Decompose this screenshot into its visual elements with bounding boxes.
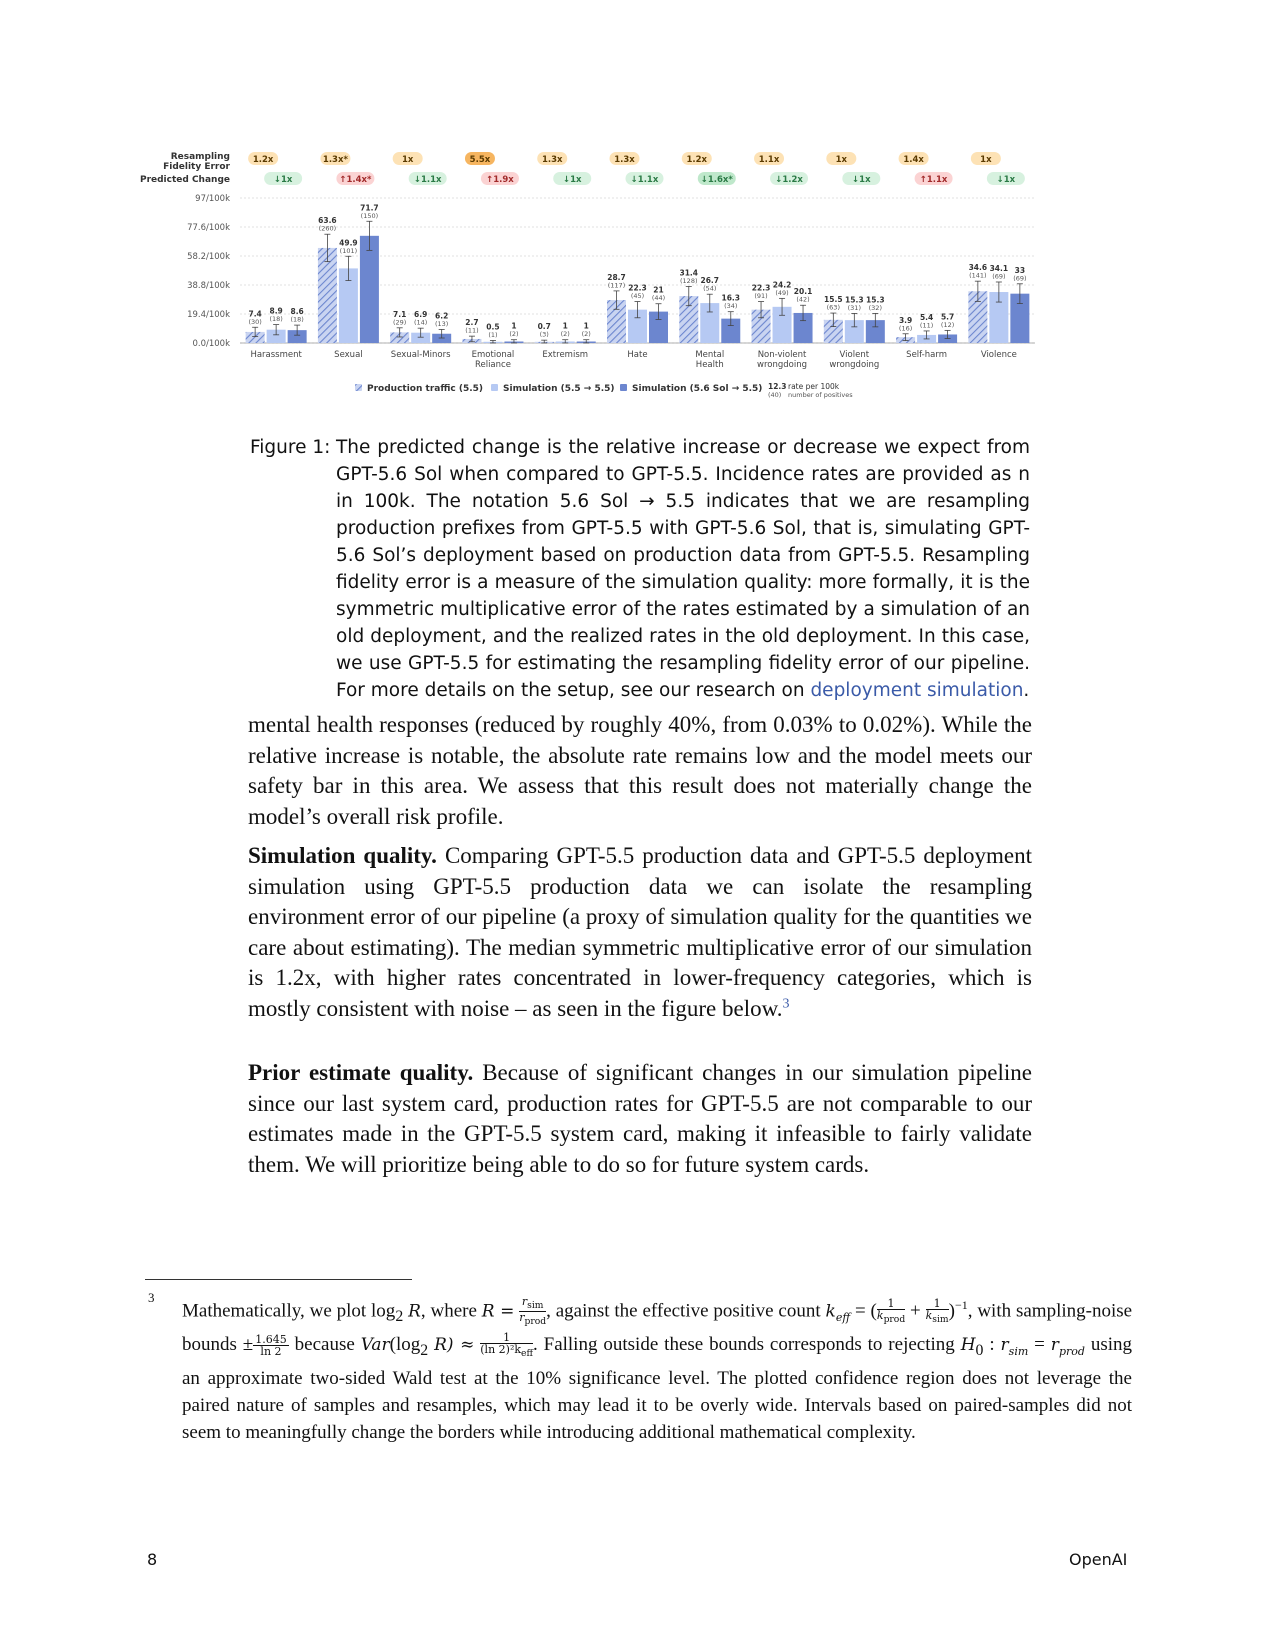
y-tick-label: 19.4/100k — [187, 310, 230, 320]
fn-eq-b-sub: prod — [1058, 1344, 1085, 1358]
count-label: (3) — [539, 330, 549, 339]
change-value: ↓1.1x — [630, 175, 659, 185]
count-label: (42) — [796, 295, 810, 304]
data-label: 20.1 — [793, 287, 813, 297]
count-label: (91) — [754, 292, 768, 301]
fn-eq-b: r — [1050, 1335, 1059, 1356]
y-tick-label: 38.8/100k — [187, 281, 230, 291]
deployment-simulation-link[interactable]: deployment simulation — [810, 680, 1024, 701]
change-value: ↓1x — [273, 175, 293, 185]
category-label: wrongdoing — [829, 360, 880, 370]
fn-inv: ) — [948, 1300, 955, 1322]
count-label: (101) — [339, 246, 358, 255]
count-label: (30) — [248, 317, 262, 326]
fn-ksim: k — [925, 1309, 933, 1323]
paragraph-simulation-quality — [248, 841, 1032, 1024]
change-value: ↓1.2x — [775, 175, 803, 185]
fn-eq-a-sub: sim — [1008, 1344, 1029, 1358]
paragraph-text: mental health responses (reduced by roughly 40%, from 0.03% to 0.02%). While the relative increase is notable, the absolute rate remains low and the model meets our safety bar in this area. We assess that this result does not materially change the model’s overall risk profile. — [248, 712, 1032, 829]
fn-h0-colon: : — [989, 1334, 995, 1356]
count-label: (2) — [509, 330, 519, 339]
incidence-rate-bar-chart — [140, 140, 1140, 402]
legend-key-count: (40) — [768, 391, 782, 399]
fn-h0: H — [960, 1335, 976, 1356]
page-number: 8 — [147, 1550, 158, 1569]
category-label: Self-harm — [906, 350, 947, 360]
fn-one: 1 — [877, 1298, 905, 1310]
fn-plus: + — [910, 1300, 921, 1322]
fn-bden: ln 2 — [260, 1345, 282, 1359]
change-value: ↑1.9x — [486, 175, 514, 185]
legend-swatch — [355, 384, 362, 391]
data-label: 15.5 — [824, 295, 843, 305]
category-label: Health — [695, 360, 724, 370]
count-label: (49) — [775, 288, 789, 297]
footnote-divider — [145, 1279, 412, 1280]
data-label: 5.7 — [940, 312, 955, 322]
paragraph-heading: Simulation quality. — [248, 843, 437, 868]
fn-frac-ksim — [926, 1298, 949, 1325]
legend-label: Production traffic (5.5) — [367, 384, 484, 394]
fn-t1: Mathematically, we plot log — [182, 1300, 396, 1322]
y-tick-label: 0.0/100k — [192, 339, 230, 349]
count-label: (54) — [703, 284, 717, 293]
fn-keff-eq: = ( — [854, 1300, 877, 1322]
data-label: 22.3 — [751, 283, 771, 293]
data-label: 34.6 — [968, 263, 988, 273]
fn-rprod: r — [519, 1311, 525, 1325]
category-label: Sexual-Minors — [390, 350, 451, 360]
fn-ksim-sub: sim — [932, 1314, 949, 1326]
fidelity-value: 1x — [401, 155, 414, 165]
legend-swatch — [491, 384, 498, 391]
data-label: 5.4 — [919, 312, 934, 322]
caption-body: The predicted change is the relative increase or decrease we expect from GPT-5.6 Sol when compared to GPT-5.5. Incidence rates are provided as n in 100k. The notation 5.6 Sol → 5.5 indicates that we are resampling production prefixes from GPT-5.5 with GPT-5.6 Sol, that is, simulating GPT-5.6 Sol’s deployment based on production data from GPT-5.5. Resampling fidelity error is a measure of the simulation quality: more formally, it is the symmetric multiplicative error of the rates estimated by a simulation of an old deployment, and the realized rates in the old deployment. In this case, we use GPT-5.5 for estimating the resampling fidelity error of our pipeline. For more details on the setup, see our research on — [336, 437, 1030, 701]
data-label: 33 — [1014, 265, 1026, 275]
count-label: (16) — [898, 324, 913, 333]
legend-key-value-desc: rate per 100k — [788, 382, 840, 391]
count-label: (32) — [868, 303, 882, 312]
paragraph-mental-health — [248, 710, 1032, 832]
data-label: 34.1 — [989, 263, 1009, 273]
data-label: 21 — [653, 285, 664, 295]
fidelity-value: 1.3x — [614, 155, 635, 165]
data-label: 6.2 — [435, 311, 449, 321]
count-label: (18) — [290, 315, 304, 324]
data-label: 15.3 — [866, 295, 885, 305]
fn-one-2: 1 — [926, 1298, 949, 1310]
count-label: (1) — [488, 330, 498, 339]
data-label: 24.2 — [772, 280, 792, 290]
fn-t4: , — [967, 1300, 973, 1322]
data-label: 26.7 — [700, 276, 720, 286]
change-value: ↓1x — [996, 175, 1016, 185]
count-label: (2) — [581, 330, 591, 339]
count-label: (150) — [360, 211, 379, 220]
count-label: (69) — [992, 272, 1006, 281]
y-tick-label: 97/100k — [195, 194, 230, 204]
paragraph-prior-estimate — [248, 1058, 1032, 1180]
legend-label: Simulation (5.6 Sol → 5.5) — [632, 384, 763, 394]
data-label: 6.9 — [414, 310, 428, 320]
fidelity-value: 1x — [980, 155, 992, 165]
count-label: (2) — [560, 330, 570, 339]
legend-swatch — [620, 384, 627, 391]
fn-inv-sup: −1 — [954, 1298, 968, 1312]
category-label: Hate — [627, 350, 648, 360]
category-label: Emotional — [471, 350, 515, 360]
fn-rprod-sub: prod — [524, 1316, 547, 1328]
category-label: Reliance — [474, 360, 511, 370]
fn-t6: because — [294, 1334, 355, 1356]
category-label: Mental — [695, 350, 725, 360]
fn-rsim-sub: sim — [527, 1300, 544, 1312]
fn-t7: . Falling outside these bounds corresponds to rejecting — [532, 1334, 955, 1356]
count-label: (69) — [1013, 274, 1027, 283]
legend-label: Simulation (5.5 → 5.5) — [503, 384, 615, 394]
fn-t1-sub: 2 — [395, 1308, 404, 1326]
fidelity-row-label-2: Fidelity Error — [163, 162, 230, 172]
count-label: (63) — [826, 303, 840, 312]
count-label: (11) — [465, 326, 479, 335]
data-label: 49.9 — [339, 238, 358, 248]
data-label: 8.6 — [290, 307, 304, 317]
fn-vnum: 1 — [480, 1332, 533, 1344]
bar — [318, 248, 337, 343]
category-label: Violence — [980, 350, 1017, 360]
fn-var: Var — [360, 1335, 390, 1356]
data-label: 7.4 — [248, 309, 262, 319]
category-label: Sexual — [334, 350, 363, 360]
count-label: (31) — [847, 303, 861, 312]
data-label: 0.5 — [486, 322, 500, 332]
fn-h0-sub: 0 — [975, 1341, 984, 1359]
count-label: (12) — [940, 320, 955, 329]
fidelity-row-label-1: Resampling — [170, 152, 230, 162]
footer-brand: OpenAI — [1069, 1550, 1128, 1569]
data-label: 2.7 — [465, 318, 479, 328]
fidelity-value: 1x — [835, 155, 848, 165]
y-tick-label: 58.2/100k — [187, 252, 230, 262]
paragraph-text: Because of significant changes in our simulation pipeline since our last system card, production rates for GPT-5.5 are not comparable to our estimates made in the GPT-5.5 system card, making it infeasible to fairly validate them. We will prioritize being able to do so for future system cards. — [248, 1060, 1032, 1177]
fidelity-value: 5.5x — [469, 155, 491, 165]
data-label: 15.3 — [845, 295, 864, 305]
figure-caption — [250, 434, 1030, 704]
data-label: 16.3 — [721, 293, 741, 303]
count-label: (13) — [435, 319, 449, 328]
count-label: (29) — [393, 318, 407, 327]
fn-t2: , where — [420, 1300, 477, 1322]
paragraph-text: Comparing GPT-5.5 production data and GPT-5.5 deployment simulation using GPT-5.5 production data we can isolate the resampling environment error of our pipeline (a proxy of simulation quality for the quantities we care about estimating). The median symmetric multiplicative error of our simulation is 1.2x, with higher rates concentrated in lower-frequency categories, which is mostly consistent with noise – as seen in the figure below. — [248, 843, 1032, 1021]
fn-eq-a: r — [1000, 1335, 1009, 1356]
fn-var-r: R — [408, 1301, 421, 1322]
change-row-label: Predicted Change — [140, 175, 230, 185]
data-label: 22.3 — [628, 283, 647, 293]
category-label: Violent — [839, 350, 870, 360]
fn-t8: using an approximate two-sided Wald test at the 10% significance level. The plotted confidence region does not leverage the paired nature of samples and resamples, which may lead it to be overly wide. Intervals based on paired-samples did not seem to meaningfully change the borders while introducing additional mathematical complexity. — [182, 1334, 1132, 1443]
y-tick-label: 77.6/100k — [187, 223, 230, 233]
count-label: (128) — [680, 276, 698, 285]
count-label: (45) — [630, 292, 645, 301]
fn-var-end: R) ≈ — [434, 1335, 475, 1356]
fn-frac-kprod — [877, 1298, 905, 1325]
count-label: (260) — [318, 224, 337, 233]
data-label: 63.6 — [318, 216, 337, 226]
legend-key-count-desc: number of positives — [788, 391, 853, 399]
legend-key-value: 12.3 — [768, 382, 787, 391]
fn-t5: with sampling-noise bounds ± — [182, 1300, 1133, 1356]
fn-kprod-sub: prod — [883, 1314, 906, 1326]
data-label: 28.7 — [607, 272, 626, 282]
fn-vden: (ln 2)²k — [480, 1343, 522, 1357]
fn-t3: , against the effective positive count — [546, 1300, 821, 1322]
fidelity-value: 1.3x* — [322, 155, 348, 165]
data-label: 7.1 — [393, 309, 407, 319]
figure-caption-text — [336, 434, 1030, 704]
footnote-ref[interactable]: 3 — [782, 995, 790, 1011]
fn-rsim: r — [521, 1295, 528, 1309]
fidelity-value: 1.1x — [758, 155, 780, 165]
figure-label: Figure 1: — [250, 437, 331, 458]
count-label: (14) — [414, 318, 428, 327]
data-label: 1 — [511, 321, 517, 331]
fn-r-eq: R = — [481, 1301, 515, 1322]
change-value: ↓1.1x — [413, 175, 442, 185]
count-label: (141) — [969, 271, 987, 280]
data-label: 3.9 — [898, 315, 913, 325]
count-label: (18) — [269, 315, 283, 324]
change-value: ↓1.6x* — [700, 175, 733, 185]
fn-eq-mid: = — [1034, 1334, 1045, 1356]
paragraph-heading: Prior estimate quality. — [248, 1060, 474, 1085]
change-value: ↑1.4x* — [339, 175, 372, 185]
footnote-mark: 3 — [148, 1290, 155, 1305]
change-value: ↓1x — [852, 175, 871, 185]
category-label: wrongdoing — [757, 360, 808, 370]
caption-period: . — [1023, 680, 1030, 701]
footnote-text — [182, 1292, 1132, 1446]
category-label: Non-violent — [757, 350, 807, 360]
fn-frac-var — [480, 1332, 533, 1359]
fn-frac-r — [519, 1296, 546, 1327]
category-label: Extremism — [542, 350, 589, 360]
count-label: (34) — [724, 302, 738, 311]
fn-keff-sub: eff — [835, 1311, 851, 1325]
fidelity-value: 1.2x — [686, 155, 708, 165]
change-value: ↑1.1x — [919, 175, 948, 185]
fn-frac-bound — [253, 1334, 289, 1357]
fidelity-value: 1.4x — [903, 155, 924, 165]
fn-keff: k — [825, 1301, 836, 1322]
count-label: (44) — [651, 294, 666, 303]
data-label: 0.7 — [537, 322, 551, 332]
data-label: 8.9 — [269, 306, 283, 316]
fn-kprod: k — [876, 1309, 884, 1323]
category-label: Harassment — [250, 350, 302, 360]
count-label: (117) — [607, 281, 626, 290]
data-label: 71.7 — [360, 203, 379, 213]
fn-vden-sub: eff — [521, 1348, 533, 1360]
data-label: 1 — [562, 321, 568, 331]
change-value: ↓1x — [562, 175, 582, 185]
count-label: (11) — [919, 321, 934, 330]
bar — [360, 236, 379, 343]
fn-var-arg: (log — [389, 1334, 421, 1356]
fn-bnum: 1.645 — [255, 1333, 287, 1347]
fidelity-value: 1.2x — [252, 155, 274, 165]
data-label: 31.4 — [679, 268, 699, 278]
fn-var-sub: 2 — [420, 1341, 429, 1359]
fidelity-value: 1.3x — [541, 155, 563, 165]
data-label: 1 — [583, 321, 589, 331]
